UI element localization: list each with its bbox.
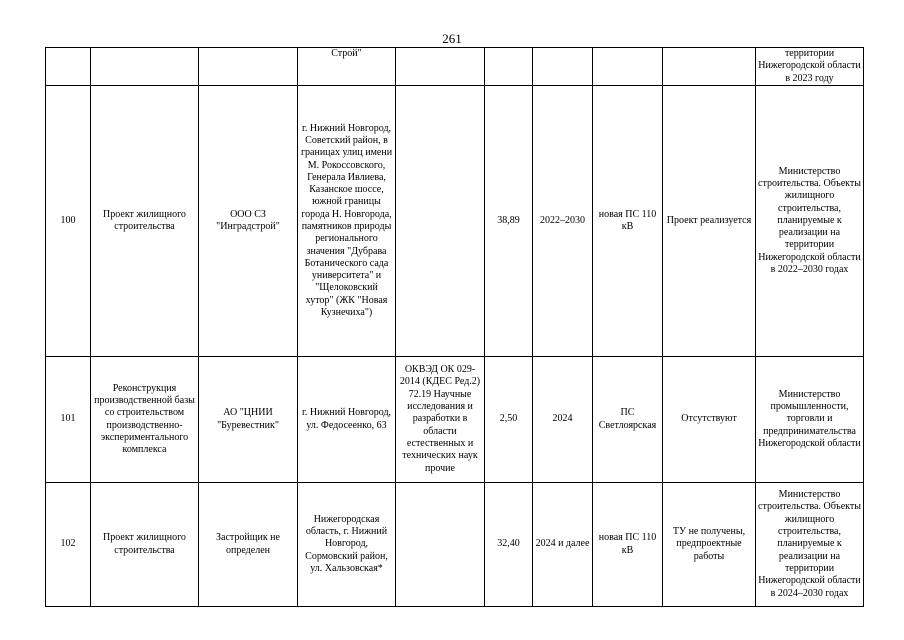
cell-name: Реконструкция производственной базы со строительством производственно-экспериментального комплекса [91,357,199,483]
cell-area: 2,50 [485,357,533,483]
cell-document: Министерство строительства. Объекты жилищного строительства, планируемые к реализации на территории Нижегородской области в 2022–2030 годах [756,86,864,357]
cell-organization: АО "ЦНИИ "Буревестник" [199,357,298,483]
cell-name: Проект жилищного строительства [91,86,199,357]
cell-okved [396,48,485,86]
cell-organization [199,48,298,86]
data-table [45,47,864,607]
cell-name [91,48,199,86]
cell-period [533,48,593,86]
cell-status: Проект реализуется [663,86,756,357]
cell-okved [396,483,485,607]
cell-power-source: ПС Светлоярская [593,357,663,483]
cell-okved [396,86,485,357]
cell-document: Министерство строительства. Объекты жилищного строительства, планируемые к реализации на территории Нижегородской области в 2024–2030 годах [756,483,864,607]
cell-location: г. Нижний Новгород, ул. Федосеенко, 63 [298,357,396,483]
page-number: 261 [442,31,462,46]
cell-location: Строй" [298,48,396,86]
cell-period: 2024 и далее [533,483,593,607]
cell-status [663,48,756,86]
cell-power-source [593,48,663,86]
cell-num [46,48,91,86]
cell-power-source: новая ПС 110 кВ [593,483,663,607]
cell-organization: Застройщик не определен [199,483,298,607]
cell-period: 2022–2030 [533,86,593,357]
cell-area: 32,40 [485,483,533,607]
cell-location: Нижегородская область, г. Нижний Новгород, Сормовский район, ул. Хальзовская* [298,483,396,607]
cell-okved: ОКВЭД ОК 029-2014 (КДЕС Ред.2) 72.19 Научные исследования и разработки в области естественных и технических наук прочие [396,357,485,483]
cell-status: Отсутствуют [663,357,756,483]
cell-organization: ООО СЗ "Инградстрой" [199,86,298,357]
table-row [46,48,864,86]
cell-num: 100 [46,86,91,357]
table-row [46,357,864,483]
cell-location: г. Нижний Новгород, Советский район, в границах улиц имени М. Рокоссовского, Генерала Ивлиева, Казанское шоссе, южной границы города Н. Новгорода, памятников природы регионального значения "Дубрава Ботанического сада университета" и "Щелоковский хутор" (ЖК "Новая Кузнечиха") [298,86,396,357]
cell-num: 101 [46,357,91,483]
cell-area: 38,89 [485,86,533,357]
table-row [46,86,864,357]
cell-period: 2024 [533,357,593,483]
cell-num: 102 [46,483,91,607]
cell-power-source: новая ПС 110 кВ [593,86,663,357]
cell-document: территории Нижегородской области в 2023 году [756,48,864,86]
table-row [46,483,864,607]
cell-name: Проект жилищного строительства [91,483,199,607]
cell-area [485,48,533,86]
cell-status: ТУ не получены, предпроектные работы [663,483,756,607]
cell-document: Министерство промышленности, торговли и предпринимательства Нижегородской области [756,357,864,483]
